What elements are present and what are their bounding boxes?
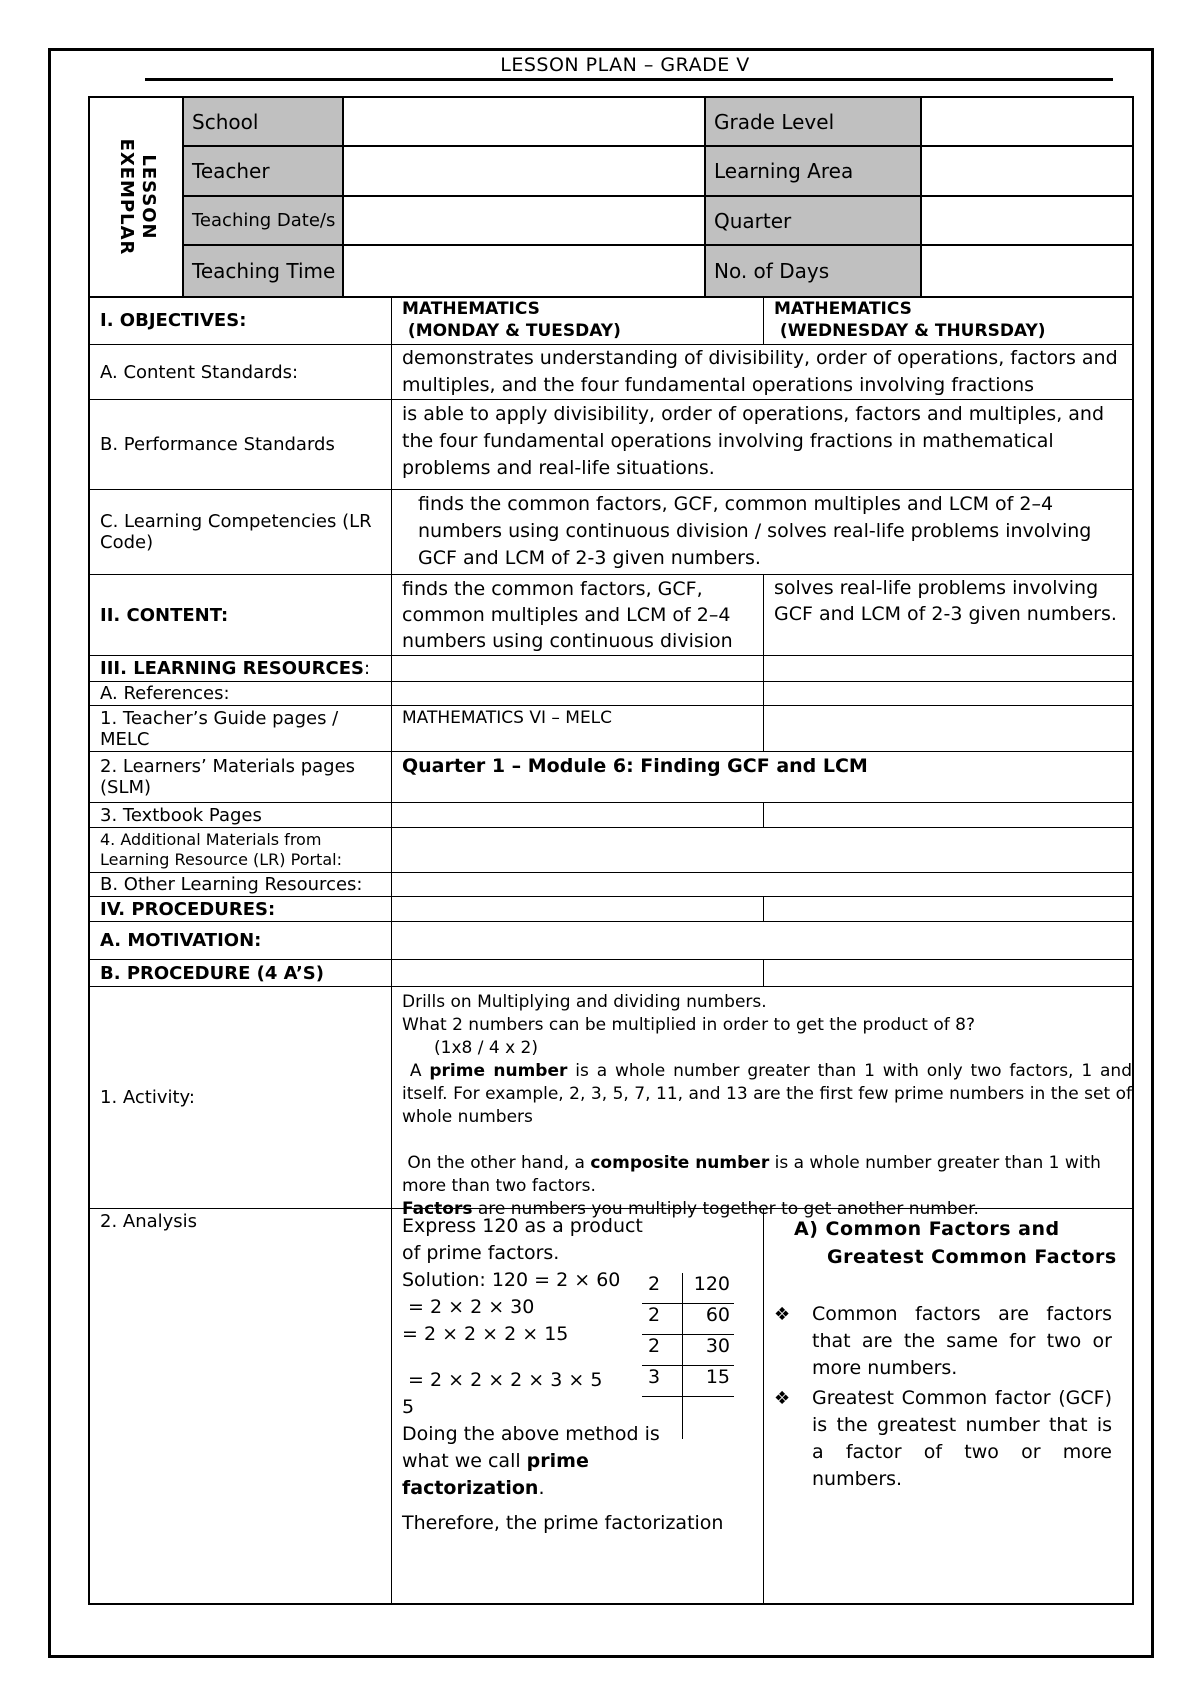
teaching-dates-label: Teaching Date/s	[184, 197, 344, 246]
activity-label: 1. Activity:	[90, 987, 392, 1208]
competencies-label: C. Learning Competencies (LR Code)	[90, 490, 392, 574]
division-row: 2 60	[642, 1304, 740, 1335]
quarter-field[interactable]	[922, 197, 1132, 246]
teaching-time-field[interactable]	[344, 246, 706, 296]
grade-level-field[interactable]	[922, 98, 1132, 147]
school-field[interactable]	[344, 98, 706, 147]
procedure-4as-label: B. PROCEDURE (4 A’S)	[90, 960, 392, 986]
performance-standards-label: B. Performance Standards	[90, 400, 392, 489]
content-col-wednesday: solves real-life problems involving GCF and LCM of 2-3 given numbers.	[774, 577, 1117, 625]
learning-area-label: Learning Area	[706, 147, 922, 197]
teachers-guide-value: MATHEMATICS VI – MELC	[392, 706, 764, 751]
gcf-heading: A) Common Factors and Greatest Common Factors	[794, 1218, 1117, 1268]
division-row: 2 120	[642, 1273, 740, 1304]
teacher-label: Teacher	[184, 147, 344, 197]
analysis-line-5: = 2 × 2 × 2 × 3 × 5	[402, 1369, 603, 1391]
textbook-label: 3. Textbook Pages	[90, 803, 392, 827]
activity-line-3: (1x8 / 4 x 2)	[434, 1038, 538, 1058]
gcf-bullet: ❖ Greatest Common factor (GCF) is the greatest number that is a factor of two or more numbers.	[774, 1387, 1112, 1490]
exemplar-line-1: LESSON	[138, 154, 159, 240]
content-label: II. CONTENT:	[90, 575, 392, 655]
lesson-table	[88, 297, 1138, 1605]
teachers-guide-row	[90, 706, 1132, 752]
analysis-left-cell	[392, 1209, 764, 1605]
learners-materials-label: 2. Learners’ Materials pages (SLM)	[90, 752, 392, 802]
analysis-line-1: Express 120 as a product of prime factors.	[402, 1215, 643, 1264]
competencies-text: finds the common factors, GCF, common multiples and LCM of 2–4 numbers using continuous division / solves real-life problems involving GCF and LCM of 2-3 given numbers.	[418, 493, 1092, 569]
activity-line-1: Drills on Multiplying and dividing numbers.	[402, 992, 767, 1012]
factors-definition: Factors are numbers you multiply together to get another number.	[402, 1199, 979, 1219]
analysis-line-2: Solution: 120 = 2 × 60	[402, 1269, 621, 1291]
document-title: LESSON PLAN – GRADE V	[500, 54, 750, 76]
division-row	[642, 1397, 740, 1439]
motivation-row	[90, 922, 1132, 960]
learners-materials-value: Quarter 1 – Module 6: Finding GCF and LCM	[402, 755, 868, 777]
analysis-right-cell	[764, 1209, 1132, 1605]
references-label: A. References:	[90, 682, 392, 705]
exemplar-line-2: EXEMPLAR	[116, 138, 137, 256]
analysis-label: 2. Analysis	[90, 1209, 392, 1605]
title-underline	[145, 78, 1113, 81]
additional-materials-row	[90, 828, 1132, 873]
analysis-line-4: = 2 × 2 × 2 × 15	[402, 1323, 569, 1345]
common-factors-bullet: ❖ Common factors are factors that are the same for two or more numbers.	[774, 1303, 1112, 1379]
diamond-bullet-icon: ❖	[774, 1388, 791, 1409]
references-row	[90, 682, 1132, 706]
school-label: School	[184, 98, 344, 147]
other-resources-row	[90, 873, 1132, 897]
division-row: 3 15	[642, 1366, 740, 1397]
competencies-row	[90, 490, 1132, 575]
header-table	[88, 96, 1134, 298]
additional-materials-label: 4. Additional Materials from Learning Resource (LR) Portal:	[90, 828, 392, 872]
days-field[interactable]	[922, 246, 1132, 296]
learners-materials-row	[90, 752, 1132, 803]
prime-factorization-note: Doing the above method is what we call prime factorization.	[402, 1423, 660, 1499]
objectives-col-wednesday: MATHEMATICS (WEDNESDAY & THURSDAY)	[774, 299, 1046, 341]
therefore-line: Therefore, the prime factorization	[402, 1512, 724, 1534]
content-row	[90, 575, 1132, 656]
activity-text	[402, 991, 1138, 1221]
procedures-row	[90, 897, 1132, 922]
diamond-bullet-icon: ❖	[774, 1304, 791, 1325]
performance-standards-row	[90, 400, 1132, 490]
analysis-line-6: 5	[402, 1396, 415, 1418]
other-resources-label: B. Other Learning Resources:	[90, 873, 392, 896]
motivation-label: A. MOTIVATION:	[90, 922, 392, 959]
continuous-division-table	[642, 1273, 740, 1439]
teacher-field[interactable]	[344, 147, 706, 197]
activity-line-2: What 2 numbers can be multiplied in order to get the product of 8?	[402, 1015, 975, 1035]
procedure-4as-row	[90, 960, 1132, 987]
textbook-row	[90, 803, 1132, 828]
prime-definition: A prime number is a whole number greater than 1 with only two factors, 1 and itself. For example, 2, 3, 5, 7, 11, and 13 are the first few prime numbers in the set of whole numbers	[402, 1061, 1138, 1127]
analysis-row	[90, 1209, 1132, 1605]
quarter-label: Quarter	[706, 197, 922, 246]
content-standards-label: A. Content Standards:	[90, 345, 392, 399]
learning-resources-label: III. LEARNING RESOURCES :	[90, 656, 392, 681]
grade-level-label: Grade Level	[706, 98, 922, 147]
procedures-label: IV. PROCEDURES:	[90, 897, 392, 921]
objectives-col-monday: MATHEMATICS (MONDAY & TUESDAY)	[392, 297, 764, 344]
teachers-guide-label: 1. Teacher’s Guide pages / MELC	[90, 706, 392, 751]
teaching-time-label: Teaching Time	[184, 246, 344, 296]
objectives-row	[90, 297, 1132, 345]
learning-area-field[interactable]	[922, 147, 1132, 197]
days-label: No. of Days	[706, 246, 922, 296]
composite-definition: On the other hand, a composite number is a whole number greater than 1 with more than two factors.	[402, 1153, 1107, 1196]
analysis-line-3: = 2 × 2 × 30	[402, 1296, 535, 1318]
content-standards-row	[90, 345, 1132, 400]
teaching-dates-field[interactable]	[344, 197, 706, 246]
objectives-label: I. OBJECTIVES:	[90, 297, 392, 344]
learning-resources-row	[90, 656, 1132, 682]
division-row: 2 30	[642, 1335, 740, 1366]
activity-row	[90, 987, 1138, 1219]
content-standards-text: demonstrates understanding of divisibility, order of operations, factors and multiples, and the four fundamental operations involving fractions	[402, 347, 1118, 396]
performance-standards-text: is able to apply divisibility, order of operations, factors and multiples, and the four fundamental operations involving fractions in mathematical problems and real-life situations.	[402, 403, 1105, 479]
lesson-exemplar-cell	[90, 98, 184, 296]
content-col-monday: finds the common factors, GCF, common multiples and LCM of 2–4 numbers using continuous division	[392, 575, 764, 655]
